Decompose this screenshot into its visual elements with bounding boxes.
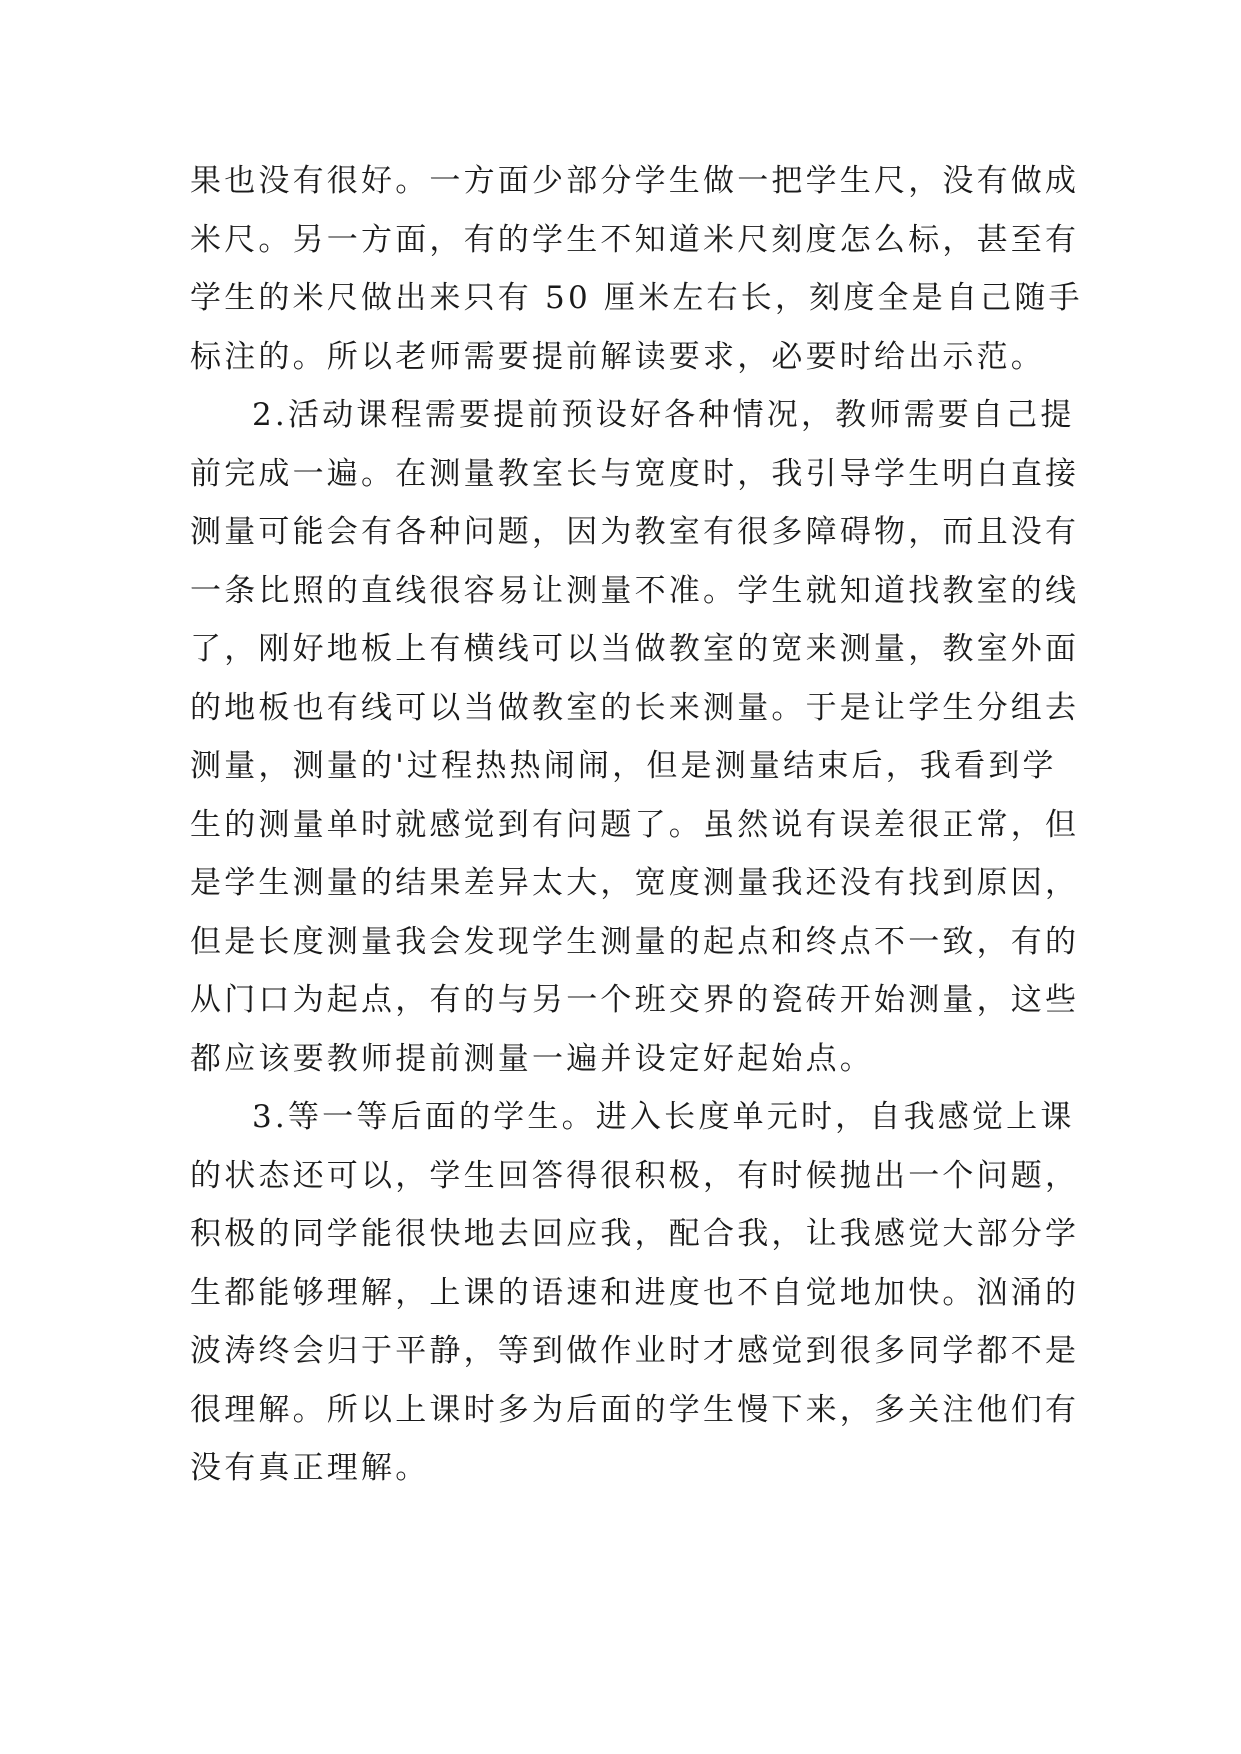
text-line: 波涛终会归于平静，等到做作业时才感觉到很多同学都不是 bbox=[190, 1333, 1080, 1369]
text-line: 测量，测量的'过程热热闹闹，但是测量结束后，我看到学 bbox=[190, 748, 1057, 784]
text-line: 都应该要教师提前测量一遍并设定好起始点。 bbox=[190, 1040, 874, 1077]
text-line: 积极的同学能很快地去回应我，配合我，让我感觉大部分学 bbox=[190, 1216, 1080, 1252]
text-line: 没有真正理解。 bbox=[190, 1450, 430, 1486]
document-body bbox=[190, 152, 1083, 1498]
text-line: 一条比照的直线很容易让测量不准。学生就知道找教室的线 bbox=[190, 572, 1080, 609]
text-line: 生的测量单时就感觉到有问题了。虽然说有误差很正常，但 bbox=[190, 806, 1080, 843]
text-line: 前完成一遍。在测量教室长与宽度时，我引导学生明白直接 bbox=[190, 455, 1080, 492]
text-line: 学生的米尺做出来只有 50 厘米左右长，刻度全是自己随手 bbox=[190, 280, 1083, 316]
text-line: 从门口为起点，有的与另一个班交界的瓷砖开始测量，这些 bbox=[190, 982, 1080, 1018]
text-line: 很理解。所以上课时多为后面的学生慢下来，多关注他们有 bbox=[190, 1391, 1080, 1428]
paragraph-3-first-line: 3.等一等后面的学生。进入长度单元时，自我感觉上课 bbox=[252, 1099, 1075, 1135]
text-line: 的地板也有线可以当做教室的长来测量。于是让学生分组去 bbox=[190, 689, 1080, 726]
text-line: 标注的。所以老师需要提前解读要求，必要时给出示范。 bbox=[190, 338, 1045, 375]
text-line: 了，刚好地板上有横线可以当做教室的宽来测量，教室外面 bbox=[190, 631, 1080, 667]
paragraph-2-first-line: 2.活动课程需要提前预设好各种情况，教师需要自己提 bbox=[252, 397, 1075, 433]
text-line: 但是长度测量我会发现学生测量的起点和终点不一致，有的 bbox=[190, 923, 1080, 960]
text-line: 米尺。另一方面，有的学生不知道米尺刻度怎么标，甚至有 bbox=[190, 221, 1080, 258]
text-line: 果也没有很好。一方面少部分学生做一把学生尺，没有做成 bbox=[190, 163, 1080, 199]
text-line: 是学生测量的结果差异太大，宽度测量我还没有找到原因， bbox=[190, 865, 1080, 901]
text-line: 的状态还可以，学生回答得很积极，有时候抛出一个问题， bbox=[190, 1157, 1080, 1194]
text-line: 生都能够理解，上课的语速和进度也不自觉地加快。汹涌的 bbox=[190, 1274, 1080, 1311]
text-line: 测量可能会有各种问题，因为教室有很多障碍物，而且没有 bbox=[190, 514, 1080, 550]
